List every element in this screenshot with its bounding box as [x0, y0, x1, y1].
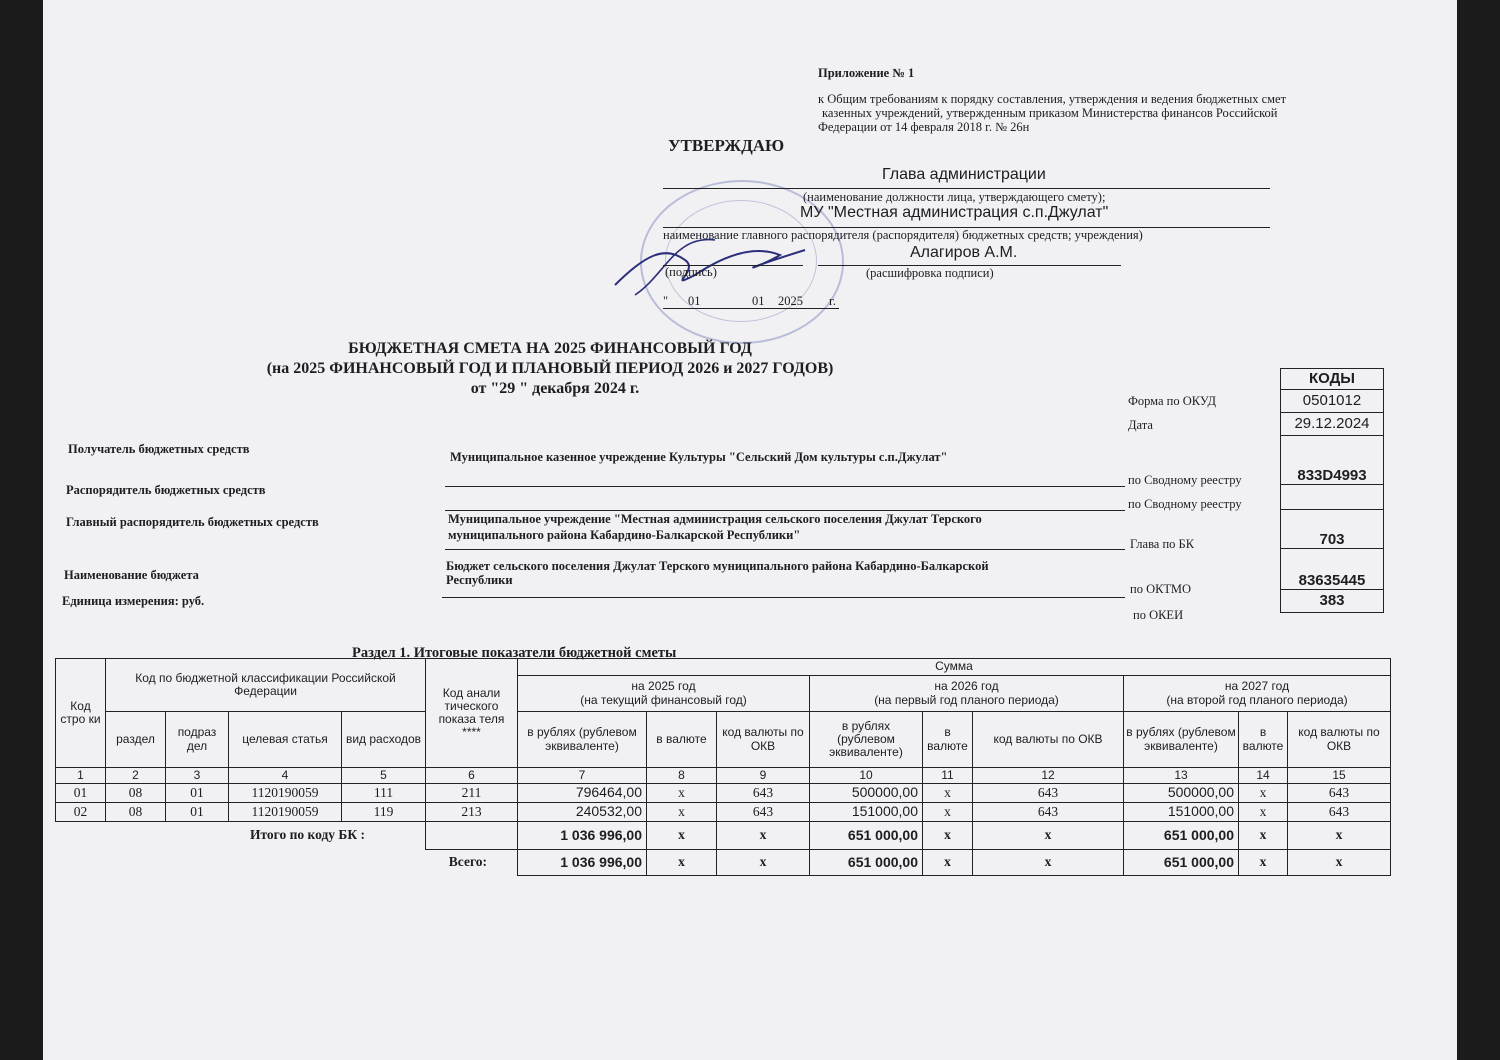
table-cell: 643 — [1288, 803, 1391, 822]
chief-manager-value: Муниципальное учреждение "Местная администрация сельского поселения Джулат Терского — [448, 512, 982, 526]
oktmo-label: по ОКТМО — [1130, 582, 1192, 596]
column-number: 13 — [1124, 768, 1239, 784]
total-cell: х — [717, 850, 810, 876]
header-okv-2027: код валюты по ОКВ — [1288, 712, 1391, 768]
total-bk-label: Итого по коду БК : — [249, 827, 365, 843]
approval-date-quote: " — [663, 294, 669, 308]
table-cell: 211 — [426, 784, 518, 803]
table-cell: х — [1239, 784, 1288, 803]
column-number: 6 — [426, 768, 518, 784]
table-cell: 151000,00 — [810, 803, 923, 822]
total-cell: х — [1239, 850, 1288, 876]
estimate-table — [55, 658, 1391, 876]
header-2025-sub: (на текущий финансовый год) — [580, 692, 747, 707]
column-number: 15 — [1288, 768, 1391, 784]
header-rub-2026: в рублях (рублевом эквиваленте) — [810, 712, 923, 768]
column-number: 7 — [518, 768, 647, 784]
header-cur-2027: в валюте — [1239, 712, 1288, 768]
table-cell: 119 — [342, 803, 426, 822]
table-cell: х — [647, 784, 717, 803]
approval-date-day: 01 — [688, 294, 701, 308]
registry-label-2: по Сводному реестру — [1128, 497, 1242, 511]
total-bk-cell: 1 036 996,00 — [518, 822, 647, 850]
registry-value-2 — [1281, 485, 1384, 510]
section-title: Раздел 1. Итоговые показатели бюджетной сметы — [352, 645, 677, 661]
organization-caption: наименование главного распорядителя (распорядителя) бюджетных средств; учреждения) — [663, 228, 1143, 242]
total-bk-cell: х — [1288, 822, 1391, 850]
header-bk: Код по бюджетной классификации Российской Федерации — [106, 659, 426, 712]
table-cell: 01 — [166, 803, 229, 822]
total-cell: 651 000,00 — [810, 850, 923, 876]
header-okv-2025: код валюты по ОКВ — [717, 712, 810, 768]
table-cell: 08 — [106, 784, 166, 803]
table-cell: 643 — [717, 784, 810, 803]
document-title: БЮДЖЕТНАЯ СМЕТА НА 2025 ФИНАНСОВЫЙ ГОД — [348, 340, 752, 357]
approval-date-month: 01 — [752, 294, 765, 308]
column-number: 12 — [973, 768, 1124, 784]
column-number: 11 — [923, 768, 973, 784]
header-cur-2026: в валюте — [923, 712, 973, 768]
signature-caption: (подпись) — [665, 265, 717, 279]
table-cell: 1120190059 — [229, 803, 342, 822]
column-number: 5 — [342, 768, 426, 784]
table-cell: х — [923, 803, 973, 822]
registry-value: 833D4993 — [1281, 436, 1384, 485]
header-2026-sub: (на первый год планого периода) — [874, 692, 1059, 707]
header-cur-2025: в валюте — [647, 712, 717, 768]
header-podrazdel: подраз дел — [166, 712, 229, 768]
table-cell: 643 — [973, 803, 1124, 822]
recipient-value: Муниципальное казенное учреждение Культуры "Сельский Дом культуры с.п.Джулат" — [450, 450, 948, 464]
recipient-label: Получатель бюджетных средств — [68, 442, 250, 456]
header-rub-2025: в рублях (рублевом эквиваленте) — [518, 712, 647, 768]
table-cell: 213 — [426, 803, 518, 822]
oktmo-value: 83635445 — [1281, 549, 1384, 590]
appendix-line: Федерации от 14 февраля 2018 г. № 26н — [818, 120, 1030, 134]
document-date: от "29 " декабря 2024 г. — [470, 380, 640, 397]
codes-table — [1280, 368, 1384, 613]
header-okv-2026: код валюты по ОКВ — [973, 712, 1124, 768]
chief-manager-value-2: муниципального района Кабардино-Балкарской Республики" — [448, 528, 801, 542]
table-cell: 1120190059 — [229, 784, 342, 803]
table-cell: 151000,00 — [1124, 803, 1239, 822]
column-number: 2 — [106, 768, 166, 784]
approval-date-year: 2025 — [778, 294, 803, 308]
total-label: Всего: — [448, 854, 487, 870]
position-caption: (наименование должности лица, утверждающего смету); — [803, 190, 1106, 204]
bk-label: Глава по БК — [1130, 537, 1195, 551]
total-bk-cell — [426, 822, 518, 850]
column-number: 8 — [647, 768, 717, 784]
budget-value: Бюджет сельского поселения Джулат Терского муниципального района Кабардино-Балкарской — [446, 559, 989, 573]
okei-label: по ОКЕИ — [1133, 608, 1184, 622]
total-bk-cell: х — [1239, 822, 1288, 850]
appendix-line: казенных учреждений, утвержденным приказом Министерства финансов Российской — [822, 106, 1278, 120]
signer-caption: (расшифровка подписи) — [866, 266, 994, 280]
table-cell: 643 — [717, 803, 810, 822]
date-value: 29.12.2024 — [1281, 413, 1384, 436]
total-bk-cell: х — [647, 822, 717, 850]
approver-position: Глава администрации — [882, 166, 1046, 183]
table-cell: 111 — [342, 784, 426, 803]
table-cell: 240532,00 — [518, 803, 647, 822]
budget-label: Наименование бюджета — [64, 568, 199, 582]
table-cell: 02 — [56, 803, 106, 822]
chief-manager-label: Главный распорядитель бюджетных средств — [66, 515, 319, 529]
approval-date-suffix: г. — [829, 294, 836, 308]
table-cell: 01 — [56, 784, 106, 803]
table-cell: 643 — [1288, 784, 1391, 803]
header-2025: на 2025 год — [631, 679, 696, 694]
table-cell: х — [1239, 803, 1288, 822]
document-subtitle: (на 2025 ФИНАНСОВЫЙ ГОД И ПЛАНОВЫЙ ПЕРИОД 2026 и 2027 ГОДОВ) — [266, 360, 834, 377]
total-cell: 1 036 996,00 — [518, 850, 647, 876]
approver-organization: МУ "Местная администрация с.п.Джулат" — [800, 204, 1109, 221]
table-cell: х — [647, 803, 717, 822]
header-vid: вид расходов — [342, 712, 426, 768]
column-number: 1 — [56, 768, 106, 784]
okud-value: 0501012 — [1281, 390, 1384, 413]
total-cell: х — [1288, 850, 1391, 876]
signer-name: Алагиров А.М. — [910, 244, 1018, 261]
total-bk-cell: 651 000,00 — [810, 822, 923, 850]
unit-label: Единица измерения: руб. — [62, 594, 205, 608]
total-cell: 651 000,00 — [1124, 850, 1239, 876]
header-rub-2027: в рублях (рублевом эквиваленте) — [1124, 712, 1239, 768]
header-analytic: Код анали тического показа теля **** — [426, 659, 518, 768]
table-cell: 500000,00 — [810, 784, 923, 803]
bk-value: 703 — [1281, 510, 1384, 549]
header-2027-sub: (на второй год планого периода) — [1166, 692, 1348, 707]
table-cell: 796464,00 — [518, 784, 647, 803]
table-cell: 500000,00 — [1124, 784, 1239, 803]
column-number: 4 — [229, 768, 342, 784]
total-bk-cell: х — [973, 822, 1124, 850]
header-sum: Сумма — [518, 659, 1391, 676]
appendix-title: Приложение № 1 — [818, 66, 915, 80]
total-bk-cell: х — [717, 822, 810, 850]
okud-label: Форма по ОКУД — [1128, 394, 1216, 408]
header-code: Код стро ки — [56, 659, 106, 768]
header-2027: на 2027 год — [1224, 679, 1290, 694]
header-razdel: раздел — [106, 712, 166, 768]
header-target: целевая статья — [229, 712, 342, 768]
table-cell: 643 — [973, 784, 1124, 803]
table-cell: 08 — [106, 803, 166, 822]
column-number: 9 — [717, 768, 810, 784]
date-label: Дата — [1128, 418, 1153, 432]
total-cell: х — [923, 850, 973, 876]
manager-label: Распорядитель бюджетных средств — [66, 483, 266, 497]
column-number: 14 — [1239, 768, 1288, 784]
registry-label: по Сводному реестру — [1128, 473, 1242, 487]
header-2026: на 2026 год — [934, 679, 999, 694]
approval-title: УТВЕРЖДАЮ — [668, 136, 785, 155]
appendix-line: к Общим требованиям к порядку составления, утверждения и ведения бюджетных смет — [818, 92, 1287, 106]
column-number: 3 — [166, 768, 229, 784]
table-cell: х — [923, 784, 973, 803]
total-bk-cell: 651 000,00 — [1124, 822, 1239, 850]
codes-header: КОДЫ — [1281, 369, 1384, 390]
total-cell: х — [973, 850, 1124, 876]
total-cell: х — [647, 850, 717, 876]
table-cell: 01 — [166, 784, 229, 803]
budget-value-2: Республики — [446, 573, 513, 587]
total-bk-cell: х — [923, 822, 973, 850]
okei-value: 383 — [1281, 590, 1384, 613]
column-number: 10 — [810, 768, 923, 784]
